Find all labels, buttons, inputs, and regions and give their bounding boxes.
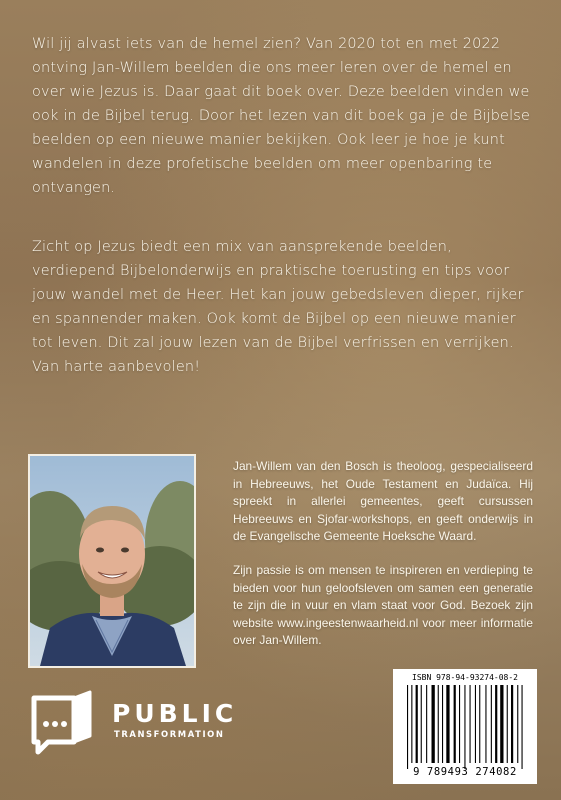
- intro-paragraph-2: Zicht op Jezus biedt een mix van aansprekende beelden, verdiepend Bijbelonderwijs en praktische toerusting en tips voor jouw wandel met de Heer. Het kan jouw gebedsleven dieper, rijker en spannender maken. Ook komt de Bijbel op een nieuwe manier tot leven. Dit zal jouw lezen van de Bijbel verfrissen en verrijken. Van harte aanbevolen!: [32, 239, 524, 375]
- author-bio-2: Zijn passie is om mensen te inspireren en verdieping te bieden voor hun geloofsleven om samen een generatie te zijn die in vuur en vlam staat voor God. Bezoek zijn website www.ingeestenwaarheid.nl voor meer informatie over Jan-Willem.: [233, 563, 533, 647]
- author-photo: [28, 454, 196, 668]
- author-bio-1: Jan-Willem van den Bosch is theoloog, gespecialiseerd in Hebreeuws, het Oude Testament en Judaïca. Hij spreekt in allerlei gemeentes, geeft cursussen Hebreeuws en Sjofar-workshops, en geeft onderwijs in de Evangelische Gemeente Hoeksche Waard.: [233, 459, 533, 543]
- open-door-speech-bubble-icon: [30, 690, 100, 764]
- publisher-subtitle: TRANSFORMATION: [114, 729, 225, 739]
- isbn-label: ISBN 978-94-93274-08-2: [412, 673, 518, 682]
- intro-paragraph-1: Wil jij alvast iets van de hemel zien? Van 2020 tot en met 2022 ontving Jan-Willem beelden die ons meer leren over de hemel en over wie Jezus is. Daar gaat dit boek over. Deze beelden vinden we ook in de Bijbel terug. Door het lezen van dit boek ga je de Bijbelse beelden op een nieuwe manier bekijken. Ook leer je hoe je kunt wandelen in deze profetische beelden om meer openbaring te ontvangen.: [32, 36, 531, 196]
- isbn-barcode: [393, 669, 537, 784]
- publisher-name: PUBLIC: [112, 699, 238, 728]
- publisher-logo: [30, 690, 270, 760]
- isbn-digits: 9 789493 274082: [413, 766, 517, 778]
